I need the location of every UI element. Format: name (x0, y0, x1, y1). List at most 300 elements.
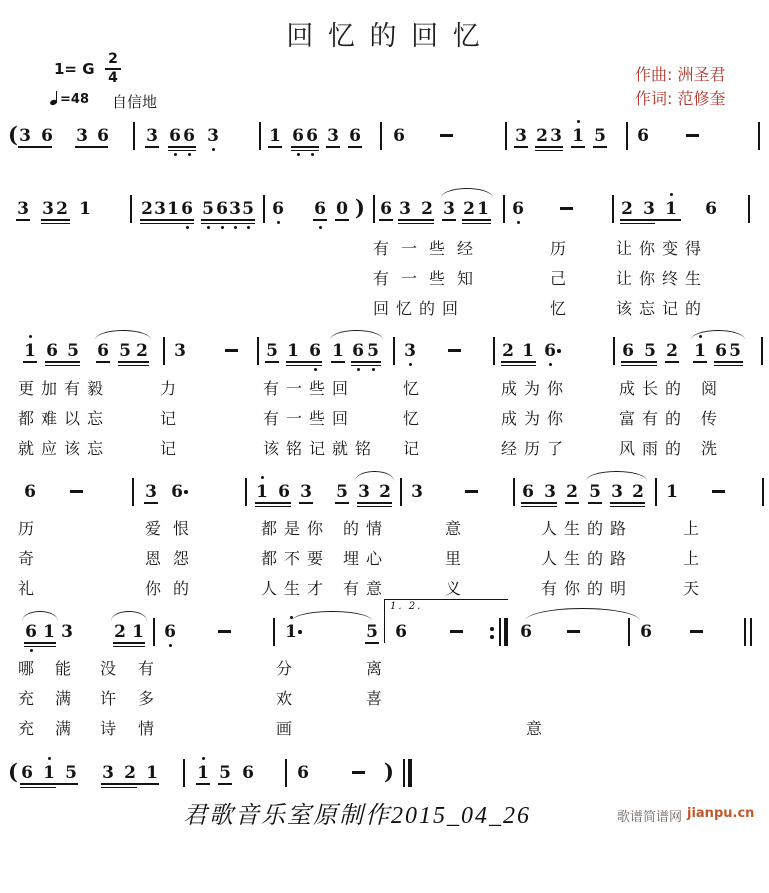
note: 5 (589, 482, 601, 502)
beam (101, 783, 159, 785)
song-title: 回 忆 的 回 忆 (286, 21, 483, 52)
lyric: 就应该忘 (18, 439, 111, 458)
dash-note (440, 134, 453, 137)
tempo-value: =48 (60, 92, 89, 107)
note: 6 (622, 341, 634, 361)
beam (714, 361, 743, 363)
system-line (0, 195, 769, 329)
note: 2 (379, 482, 391, 502)
note: 6 (393, 126, 405, 146)
note: 1 (332, 341, 344, 361)
note: 2 (421, 199, 433, 219)
note: 6 (41, 126, 53, 146)
final-barline (408, 759, 412, 787)
lyric: 有 (138, 659, 155, 678)
note: 6 (291, 126, 305, 146)
beam (398, 219, 434, 221)
lyric: 人生的路 (541, 549, 634, 568)
note: 6 (308, 341, 322, 361)
lyric: 爱恨 (145, 519, 202, 538)
note: 3 (102, 763, 114, 783)
lyric: 喜 (366, 689, 383, 708)
note: 3 (42, 199, 54, 219)
note: 2 (502, 341, 514, 361)
lyric: 你的 (145, 579, 202, 598)
beam (514, 146, 528, 148)
note: 6 (21, 763, 33, 783)
lyric: 更加有毅 (18, 379, 111, 398)
lyric: 让你终生 (616, 269, 709, 288)
note: 1 (269, 126, 281, 146)
barline (400, 478, 402, 506)
dash-note (712, 490, 725, 493)
note: 6 (395, 622, 407, 642)
note: 5 (366, 341, 380, 361)
parenthesis: ) (355, 195, 365, 220)
beam (331, 361, 345, 363)
lyric: 忆 (550, 299, 567, 318)
lyric: 成长的 (619, 379, 689, 398)
dash-note (560, 207, 573, 210)
beam (286, 361, 322, 363)
beam (41, 219, 70, 221)
lyric: 奇 (18, 549, 35, 568)
barline (513, 478, 515, 506)
beam (501, 361, 536, 363)
beam (24, 646, 56, 648)
lyric: 义 (445, 579, 462, 598)
beam (665, 361, 679, 363)
note: 6 (215, 199, 229, 219)
dash-note (465, 490, 478, 493)
lyric: 多 (138, 689, 155, 708)
barline (273, 618, 275, 646)
beam (113, 642, 145, 644)
note: 2 (136, 341, 148, 361)
beam (535, 150, 563, 152)
beam (268, 146, 282, 148)
note: 6 (313, 199, 327, 219)
slur (95, 330, 151, 340)
barline (393, 337, 395, 365)
octave-dot-low (311, 153, 314, 156)
note: 6 (705, 199, 717, 219)
slur (22, 611, 58, 621)
beam (20, 787, 56, 789)
beam (144, 502, 158, 504)
barline (132, 478, 134, 506)
octave-dot-low (409, 363, 412, 366)
barline (259, 122, 261, 150)
note: 2 (632, 482, 644, 502)
note: 3 (228, 199, 242, 219)
barline (761, 337, 763, 365)
octave-dot-low (549, 363, 552, 366)
note: 1 (79, 199, 91, 219)
barline (373, 195, 375, 223)
note: 6 (380, 199, 392, 219)
octave-dot-high (261, 476, 264, 479)
lyric: 诗 (100, 719, 117, 738)
beam (357, 506, 392, 508)
note: 5 (201, 199, 215, 219)
note: 6 (170, 482, 184, 502)
note: 3 (19, 126, 31, 146)
repeat-dot (490, 627, 494, 631)
repeat-end-barline (490, 618, 510, 646)
octave-dot-low (314, 368, 317, 371)
beam (365, 642, 379, 644)
beam (101, 787, 137, 789)
lyric: 成为你 (501, 379, 571, 398)
beam (140, 219, 194, 221)
beam (462, 219, 491, 221)
beam (501, 365, 536, 367)
lyric: 没 (100, 659, 117, 678)
note: 6 (163, 622, 177, 642)
parenthesis: ) (384, 759, 394, 784)
dash-note (450, 630, 463, 633)
note: 6 (297, 763, 309, 783)
beam (714, 365, 743, 367)
beam (168, 146, 196, 148)
note: 3 (403, 341, 417, 361)
barline (153, 618, 155, 646)
beam (535, 146, 563, 148)
octave-dot-low (372, 368, 375, 371)
slur (292, 611, 372, 621)
barline (263, 195, 265, 223)
beam (140, 223, 194, 225)
lyric: 己 (550, 269, 567, 288)
note: 1 (132, 622, 144, 642)
beam (45, 365, 80, 367)
note: 6 (24, 482, 36, 502)
lyric: 画 (276, 719, 293, 738)
beam (20, 783, 78, 785)
watermark-site-name: 歌谱简谱网 (617, 810, 683, 825)
note: 5 (729, 341, 741, 361)
note: 3 (154, 199, 166, 219)
parenthesis: ( (8, 122, 18, 147)
note: 6 (511, 199, 525, 219)
octave-dot-low (277, 221, 280, 224)
barline (285, 759, 287, 787)
lyric: 传 (701, 409, 718, 428)
system-line (0, 601, 769, 752)
beam (398, 223, 434, 225)
lyric: 礼 (18, 579, 35, 598)
note: 5 (241, 199, 255, 219)
time-denominator: 4 (108, 69, 118, 86)
lyric: 富有的 (619, 409, 689, 428)
beam (23, 361, 37, 363)
dash-note (218, 630, 231, 633)
dash-note (686, 134, 699, 137)
note: 2 (463, 199, 475, 219)
note: 6 (97, 126, 109, 146)
lyric: 忆 (403, 409, 420, 428)
slur (691, 330, 745, 340)
beam (348, 146, 362, 148)
barline (493, 337, 495, 365)
note: 0 (336, 199, 348, 219)
beam (351, 361, 381, 363)
note: 6 (640, 622, 652, 642)
lyric: 阅 (701, 379, 718, 398)
beam (291, 146, 319, 148)
beam (610, 506, 645, 508)
octave-dot-low (234, 226, 237, 229)
beam (588, 502, 602, 504)
repeat-thick-bar (504, 618, 508, 646)
barline (133, 122, 135, 150)
lyric: 有意 (343, 579, 390, 598)
note: 6 (271, 199, 285, 219)
beam (313, 219, 327, 221)
barline (503, 195, 505, 223)
barline (245, 478, 247, 506)
lyric: 记 (160, 409, 177, 428)
octave-dot-low (357, 368, 360, 371)
note: 1 (664, 199, 678, 219)
octave-dot-low (188, 153, 191, 156)
beam (196, 783, 210, 785)
lyric: 记 (160, 439, 177, 458)
note: 1 (146, 763, 158, 783)
note: 5 (67, 341, 79, 361)
system-line (0, 482, 769, 612)
note: 6 (349, 126, 361, 146)
lyric: 里 (445, 549, 462, 568)
note: 3 (146, 126, 158, 146)
beam (145, 146, 159, 148)
lyric: 该忘记的 (616, 299, 709, 318)
beam (45, 361, 80, 363)
beam (571, 146, 585, 148)
dash-note (567, 630, 580, 633)
beam (593, 146, 607, 148)
note: 5 (594, 126, 606, 146)
barline (257, 337, 259, 365)
key-signature: 1= G (54, 60, 95, 78)
note: 5 (119, 341, 131, 361)
beam (24, 642, 56, 644)
dash-note (70, 490, 83, 493)
note: 5 (644, 341, 656, 361)
beam (326, 146, 340, 148)
beam (168, 150, 196, 152)
note: 6 (168, 126, 182, 146)
barline (130, 195, 132, 223)
lyricist-credit: 作词: 范修奎 (635, 89, 726, 108)
octave-dot-low (297, 153, 300, 156)
lyric: 洗 (701, 439, 718, 458)
beam (610, 502, 645, 504)
studio-credit: 君歌音乐室原制作2015_04_26 (183, 803, 531, 829)
note: 3 (358, 482, 370, 502)
lyric: 满 (55, 689, 72, 708)
beam (521, 502, 557, 504)
beam (565, 502, 579, 504)
slur (330, 330, 383, 340)
note: 6 (46, 341, 58, 361)
lyric: 的情 (343, 519, 390, 538)
lyric: 忆 (403, 379, 420, 398)
note: 2 (666, 341, 678, 361)
beam (693, 361, 707, 363)
beam (255, 506, 291, 508)
note: 3 (544, 482, 556, 502)
lyric: 埋心 (343, 549, 390, 568)
final-double-barline (750, 618, 752, 646)
octave-dot-low (207, 226, 210, 229)
note: 2 (56, 199, 68, 219)
lyric: 人生的路 (541, 519, 634, 538)
lyric: 分 (276, 659, 293, 678)
lyric: 哪 (18, 659, 35, 678)
beam (113, 646, 145, 648)
note: 6 (242, 763, 254, 783)
barline (758, 122, 760, 150)
lyric: 恩怨 (145, 549, 202, 568)
beam (351, 365, 381, 367)
lyric: 回忆的回 (373, 299, 466, 318)
note: 3 (61, 622, 73, 642)
note: 1 (284, 622, 298, 642)
note: 1 (522, 341, 534, 361)
note: 1 (255, 482, 269, 502)
octave-dot-high (202, 757, 205, 760)
beam (118, 365, 149, 367)
augmentation-dot (298, 630, 302, 634)
octave-dot-high (29, 335, 32, 338)
lyric: 都不要 (261, 549, 331, 568)
augmentation-dot (184, 490, 188, 494)
lyric: 欢 (276, 689, 293, 708)
repeat-thin-bar (499, 618, 501, 646)
beam (201, 223, 255, 225)
note: 2 (536, 126, 548, 146)
note: 1 (167, 199, 179, 219)
note: 6 (180, 199, 194, 219)
composer-credit: 作曲: 洲圣君 (635, 65, 726, 84)
lyric: 许 (100, 689, 117, 708)
note: 1 (196, 763, 210, 783)
octave-dot-high (670, 193, 673, 196)
note: 3 (515, 126, 527, 146)
note: 1 (571, 126, 585, 146)
barline (628, 618, 630, 646)
note: 2 (114, 622, 126, 642)
note: 6 (351, 341, 365, 361)
barline (183, 759, 185, 787)
note: 3 (300, 482, 312, 502)
barline (748, 195, 750, 223)
barline (380, 122, 382, 150)
note: 3 (206, 126, 220, 146)
lyric: 离 (366, 659, 383, 678)
note: 3 (443, 199, 455, 219)
beam (255, 502, 291, 504)
note: 5 (219, 763, 231, 783)
note: 2 (566, 482, 578, 502)
beam (620, 219, 681, 221)
dash-note (352, 771, 365, 774)
note: 2 (621, 199, 633, 219)
beam (18, 146, 52, 148)
beam (16, 219, 30, 221)
lyric: 意 (526, 719, 543, 738)
beam (357, 502, 392, 504)
beam (379, 219, 393, 221)
lyric: 经历了 (501, 439, 571, 458)
dash-note (690, 630, 703, 633)
lyric: 充 (18, 689, 35, 708)
beam (41, 223, 70, 225)
beam (442, 219, 456, 221)
slur (355, 471, 394, 481)
beam (286, 365, 322, 367)
dash-note (225, 349, 238, 352)
dash-note (448, 349, 461, 352)
note: 3 (399, 199, 411, 219)
lyric: 成为你 (501, 409, 571, 428)
beam (291, 150, 319, 152)
note: 5 (266, 341, 278, 361)
lyric: 有你的明 (541, 579, 634, 598)
expression-marking: 自信地 (112, 93, 158, 111)
beam (335, 219, 349, 221)
octave-dot-low (30, 649, 33, 652)
lyric: 有一些经 (373, 239, 486, 258)
beam (521, 506, 557, 508)
beam (118, 361, 149, 363)
note: 6 (637, 126, 649, 146)
time-numerator: 2 (108, 51, 118, 67)
barline (613, 337, 615, 365)
final-barline (403, 759, 405, 787)
note: 6 (715, 341, 727, 361)
slur (586, 471, 647, 481)
lyric: 情 (138, 719, 155, 738)
note: 5 (336, 482, 348, 502)
barline (612, 195, 614, 223)
beam (218, 783, 232, 785)
watermark-domain-link[interactable]: jianpu.cn (687, 806, 755, 821)
lyric: 记 (403, 439, 420, 458)
barline (163, 337, 165, 365)
lyric: 该铭记就铭 (263, 439, 379, 458)
octave-dot-high (577, 120, 580, 123)
lyric: 人生才 (261, 579, 331, 598)
note: 1 (477, 199, 489, 219)
note: 3 (174, 341, 186, 361)
note: 6 (278, 482, 290, 502)
lyric: 有一些回 (263, 409, 356, 428)
octave-dot-low (186, 226, 189, 229)
lyric: 都难以忘 (18, 409, 111, 428)
beam (96, 361, 110, 363)
augmentation-dot (557, 349, 561, 353)
note: 6 (543, 341, 557, 361)
lyric: 有一些知 (373, 269, 486, 288)
lyric: 上 (683, 519, 700, 538)
beam (201, 219, 255, 221)
note: 1 (666, 482, 678, 502)
note: 5 (366, 622, 378, 642)
final-double-barline (744, 618, 746, 646)
